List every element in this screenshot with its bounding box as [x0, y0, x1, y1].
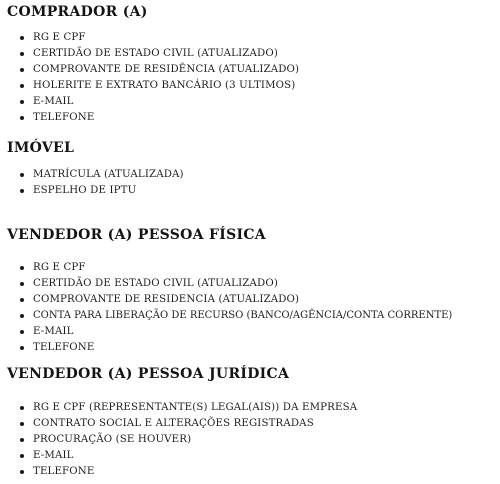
bullet-icon — [20, 422, 24, 426]
bullet-icon — [20, 36, 24, 40]
bullet-icon — [20, 454, 24, 458]
bullet-icon — [20, 314, 24, 318]
imovel-document-list — [20, 167, 184, 199]
list-item — [20, 448, 357, 464]
list-item — [20, 94, 299, 110]
bullet-icon — [20, 282, 24, 286]
list-item — [20, 183, 184, 199]
list-item — [20, 432, 357, 448]
list-item — [20, 292, 452, 308]
list-item — [20, 110, 299, 126]
list-item — [20, 167, 184, 183]
list-item — [20, 46, 299, 62]
bullet-icon — [20, 189, 24, 193]
list-item — [20, 464, 357, 480]
list-item — [20, 276, 452, 292]
section-heading-vendedor-juridica: VENDEDOR (A) PESSOA JURÍDICA — [7, 366, 290, 382]
list-item-text: CERTIDÃO DE ESTADO CIVIL (ATUALIZADO) — [33, 278, 278, 289]
list-item-text: RG E CPF — [33, 262, 86, 273]
bullet-icon — [20, 330, 24, 334]
bullet-icon — [20, 298, 24, 302]
list-item-text: TELEFONE — [33, 466, 95, 477]
bullet-icon — [20, 84, 24, 88]
list-item-text: CONTRATO SOCIAL E ALTERAÇÕES REGISTRADAS — [33, 418, 314, 429]
list-item-text: ESPELHO DE IPTU — [33, 185, 137, 196]
list-item — [20, 62, 299, 78]
section-heading-comprador: COMPRADOR (A) — [7, 4, 148, 20]
list-item-text: E-MAIL — [33, 96, 74, 107]
bullet-icon — [20, 438, 24, 442]
list-item — [20, 30, 299, 46]
bullet-icon — [20, 68, 24, 72]
list-item — [20, 340, 452, 356]
bullet-icon — [20, 100, 24, 104]
bullet-icon — [20, 406, 24, 410]
list-item-text: MATRÍCULA (ATUALIZADA) — [33, 169, 184, 180]
bullet-icon — [20, 470, 24, 474]
bullet-icon — [20, 266, 24, 270]
list-item-text: RG E CPF — [33, 32, 86, 43]
comprador-document-list — [20, 30, 299, 126]
list-item-text: CONTA PARA LIBERAÇÃO DE RECURSO (BANCO/AGÊNCIA/CONTA CORRENTE) — [33, 310, 453, 321]
vendedor-fisica-document-list — [20, 260, 452, 356]
list-item — [20, 308, 452, 324]
list-item-text: HOLERITE E EXTRATO BANCÁRIO (3 ULTIMOS) — [33, 80, 296, 91]
bullet-icon — [20, 346, 24, 350]
vendedor-juridica-document-list — [20, 400, 357, 480]
list-item — [20, 400, 357, 416]
list-item-text: E-MAIL — [33, 326, 74, 337]
list-item-text: CERTIDÃO DE ESTADO CIVIL (ATUALIZADO) — [33, 48, 278, 59]
list-item-text: RG E CPF (REPRESENTANTE(S) LEGAL(AIS)) DA EMPRESA — [33, 402, 358, 413]
list-item — [20, 78, 299, 94]
list-item — [20, 324, 452, 340]
list-item — [20, 260, 452, 276]
section-heading-vendedor-fisica: VENDEDOR (A) PESSOA FÍSICA — [7, 227, 266, 243]
list-item-text: PROCURAÇÃO (SE HOUVER) — [33, 434, 192, 445]
list-item-text: TELEFONE — [33, 112, 95, 123]
bullet-icon — [20, 116, 24, 120]
list-item-text: COMPROVANTE DE RESIDÊNCIA (ATUALIZADO) — [33, 64, 300, 75]
list-item-text: TELEFONE — [33, 342, 95, 353]
list-item — [20, 416, 357, 432]
bullet-icon — [20, 173, 24, 177]
section-heading-imovel: IMÓVEL — [7, 140, 75, 156]
bullet-icon — [20, 52, 24, 56]
list-item-text: COMPROVANTE DE RESIDENCIA (ATUALIZADO) — [33, 294, 300, 305]
list-item-text: E-MAIL — [33, 450, 74, 461]
cropped-text-fragment — [244, 0, 354, 4]
